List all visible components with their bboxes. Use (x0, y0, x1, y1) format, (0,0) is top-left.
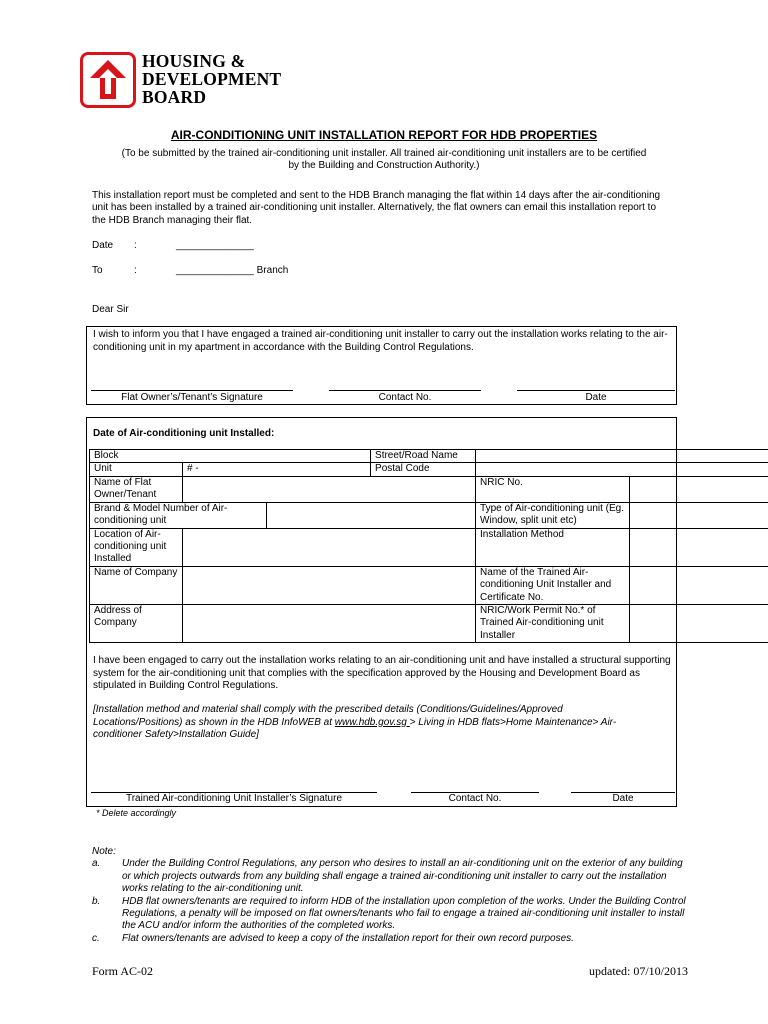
table-row (90, 463, 768, 476)
logo-line-1: HOUSING & (142, 51, 246, 71)
type-label-cell (476, 502, 630, 528)
street-label: Street/Road Name (375, 450, 458, 461)
company-label: Name of Company (94, 566, 178, 578)
street-value-cell[interactable] (476, 450, 768, 463)
to-colon: : (134, 265, 137, 276)
method-value-cell[interactable] (630, 528, 768, 566)
brand-value-cell[interactable] (267, 502, 476, 528)
postal-label: Postal Code (375, 463, 430, 475)
table-row (90, 566, 768, 604)
company-label-cell (90, 566, 183, 604)
installation-note-part2: > Living in HDB flats>Home Maintenance> Air-conditioner Safety>Installation Guide] (93, 716, 617, 741)
note-text: Flat owners/tenants are advised to keep a copy of the installation report for their own record purposes. (122, 932, 574, 944)
page-title: AIR-CONDITIONING UNIT INSTALLATION REPORT FOR HDB PROPERTIES (170, 128, 598, 142)
owner-signature-line[interactable] (91, 390, 293, 391)
brand-label: Brand & Model Number of Air-conditioning unit (94, 502, 228, 527)
name-owner-label: Name of Flat Owner/Tenant (94, 476, 157, 501)
date-colon: : (134, 240, 137, 251)
table-row (90, 528, 768, 566)
owner-statement: I wish to inform you that I have engaged a trained air-conditioning unit installer to carry out the installation works relating to the air-conditioning unit in my apartment in accordance with the Building Control Regulations. (93, 329, 668, 353)
installation-details-box (86, 417, 677, 807)
unit-label: Unit (94, 463, 112, 475)
note-marker: a. (92, 858, 101, 870)
installation-note-part1: [Installation method and material shall comply with the prescribed details (Conditions/Guidelines/Approved Locations/Positions) as shown in the HDB InfoWEB at (93, 704, 563, 728)
note-marker: c. (92, 932, 100, 944)
location-label-cell (90, 528, 183, 566)
name-owner-label-cell (90, 476, 183, 502)
note-marker: b. (92, 895, 101, 907)
hdb-logo (80, 52, 305, 110)
nric-label-cell (476, 476, 630, 502)
hdb-website-link[interactable]: www.hdb.gov.sg (334, 716, 410, 728)
company-value-cell[interactable] (183, 566, 476, 604)
location-value-cell[interactable] (183, 528, 476, 566)
date-field[interactable]: ______________ (176, 240, 254, 251)
block-label: Block (94, 450, 119, 461)
note-item (92, 896, 692, 933)
installer-name-value-cell[interactable] (630, 566, 768, 604)
note-text: HDB flat owners/tenants are required to inform HDB of the installation upon completion of the works. Under the Building Control Regulations, a penalty will be imposed on flat owners/tenants who fail to engage a trained air-conditioning unit installer to install the ACU and/or inform the authorities of the completed works. (122, 895, 686, 932)
owner-signature-caption: Flat Owner’s/Tenant’s Signature (121, 392, 263, 403)
nric-permit-label: NRIC/Work Permit No.* of Trained Air-conditioning unit Installer (480, 605, 604, 641)
form-number: Form AC-02 (92, 964, 154, 978)
updated-date: updated: 07/10/2013 (589, 964, 688, 978)
subtitle: (To be submitted by the trained air-conditioning unit installer. All trained air-conditioning unit installers are to be certified by the Building and Construction Authority.) (121, 148, 647, 171)
owner-contact-line[interactable] (329, 390, 481, 391)
method-label: Installation Method (480, 528, 564, 540)
note-text: Under the Building Control Regulations, any person who desires to install an air-conditioning unit on the exterior of any building or which projects outwards from any building shall engage a trained air-conditioning unit installer to carry out the installation works relating to the air-conditioning unit. (122, 858, 683, 895)
date-label: Date (92, 240, 114, 251)
to-label: To (92, 265, 103, 276)
notes-heading: Note: (92, 846, 116, 857)
nric-label: NRIC No. (480, 476, 523, 488)
installer-statement: I have been engaged to carry out the installation works relating to an air-conditioning unit and have installed a structural supporting system for the air-conditioning unit that complies with the specification approved by the Housing and Development Board as stipulated in Building Control Regulations. (93, 655, 671, 692)
installer-name-label: Name of the Trained Air-conditioning Unit Installer and Certificate No. (480, 566, 612, 603)
intro-paragraph: This installation report must be completed and sent to the HDB Branch managing the flat within 14 days after the air-conditioning unit has been installed by a trained air-conditioning unit installer. Alternatively, the flat owners can email this installation report to the HDB Branch managing their flat. (92, 190, 661, 226)
note-item (92, 858, 692, 895)
unit-value: # - (187, 463, 199, 475)
name-owner-value-cell[interactable] (183, 476, 476, 502)
address-label: Address of Company (94, 605, 142, 629)
owner-contact-caption: Contact No. (378, 392, 432, 403)
postal-value-cell[interactable] (476, 463, 768, 476)
address-value-cell[interactable] (183, 605, 476, 643)
brand-label-cell (90, 502, 267, 528)
table-row (90, 502, 768, 528)
table-row (90, 605, 768, 643)
nric-permit-label-cell (476, 605, 630, 643)
installer-signature-caption: Trained Air-conditioning Unit Installer’s Signature (125, 793, 343, 804)
logo-line-2: DEVELOPMENT (142, 69, 282, 89)
unit-value-cell[interactable] (183, 463, 371, 476)
branch-field[interactable]: ______________ Branch (176, 265, 289, 276)
owner-declaration-box (86, 326, 677, 405)
street-label-cell (371, 450, 476, 463)
table-row (90, 450, 768, 463)
installation-details-table (89, 449, 768, 643)
installer-date-caption: Date (612, 793, 634, 804)
type-label: Type of Air-conditioning unit (Eg. Window, split unit etc) (480, 502, 625, 527)
nric-permit-value-cell[interactable] (630, 605, 768, 643)
installer-name-label-cell (476, 566, 630, 604)
nric-value-cell[interactable] (630, 476, 768, 502)
salutation: Dear Sir (92, 304, 129, 315)
unit-label-cell (90, 463, 183, 476)
logo-line-3: BOARD (142, 87, 207, 107)
logo-wordmark (142, 52, 281, 106)
table-row (90, 476, 768, 502)
postal-label-cell (371, 463, 476, 476)
house-arrow-icon (80, 52, 136, 108)
delete-accordingly-note: * Delete accordingly (96, 808, 177, 818)
note-item (92, 933, 692, 945)
type-value-cell[interactable] (630, 502, 768, 528)
location-label: Location of Air-conditioning unit Installed (94, 528, 167, 565)
installer-contact-caption: Contact No. (448, 793, 502, 804)
owner-date-line[interactable] (517, 390, 675, 391)
owner-date-caption: Date (585, 392, 607, 403)
method-label-cell (476, 528, 630, 566)
installed-date-heading: Date of Air-conditioning unit Installed: (93, 428, 275, 439)
address-label-cell (90, 605, 183, 643)
block-cell[interactable] (90, 450, 371, 463)
notes-section (92, 846, 692, 945)
installation-note (93, 704, 653, 742)
